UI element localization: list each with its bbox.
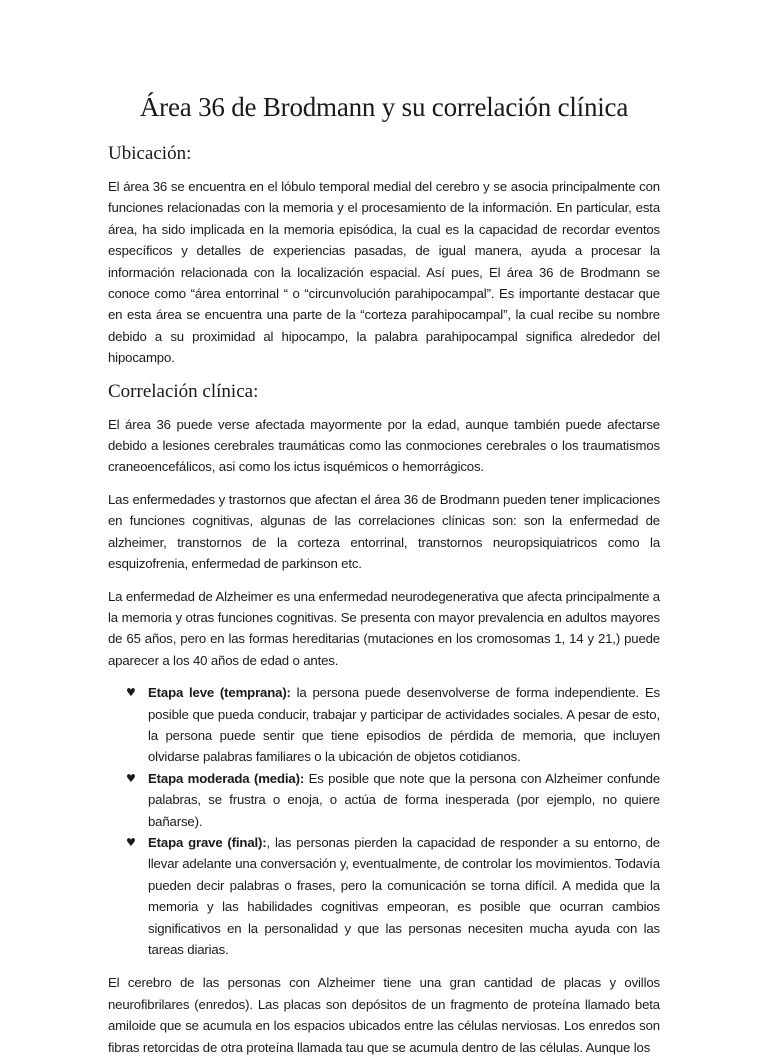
section-heading-correlacion: Correlación clínica:	[108, 380, 259, 402]
paragraph-alzheimer-intro: La enfermedad de Alzheimer es una enfermedad neurodegenerativa que afecta principalmente a la memoria y otras funciones cognitivas. Se presenta con mayor prevalencia en adultos mayores de 65 años, pero en las formas hereditarias (mutaciones en los cromosomas 1, 14 y 21,) puede aparecer a los 40 años de edad o antes.	[108, 588, 660, 668]
stage-name: Etapa leve (temprana):	[148, 685, 291, 701]
heart-bullet-icon: ♥	[126, 835, 136, 849]
paragraph-correlacion-1: El área 36 puede verse afectada mayormente por la edad, aunque también puede afectarse debido a lesiones cerebrales traumáticas como las conmociones cerebrales o los traumatismos craneoencefálicos, asi como los ictus isquémicos o hemorrágicos.	[108, 416, 660, 475]
stage-text: Es posible que note que la persona con Alzheimer confunde palabras, se frustra o enoja, o actúa de forma inesperada (por ejemplo, no quiere bañarse).	[148, 770, 661, 829]
document-title: Área 36 de Brodmann y su correlación clínica	[139, 92, 629, 122]
heart-bullet-icon: ♥	[126, 771, 136, 785]
list-item	[126, 832, 660, 960]
stage-name: Etapa grave (final):	[148, 834, 267, 850]
heart-bullet-icon: ♥	[126, 686, 136, 700]
stage-text: la persona puede desenvolverse de forma independiente. Es posible que pueda conducir, trabajar y participar de actividades sociales. A pesar de esto, la persona puede sentir que tiene episodios de pérdida de memoria, que incluyen olvidarse palabras familiares o la ubicación de objetos cotidianos.	[148, 685, 660, 765]
paragraph-ubicacion: El área 36 se encuentra en el lóbulo temporal medial del cerebro y se asocia principalmente con funciones relacionadas con la memoria y el procesamiento de la información. En particular, esta área, ha sido implicada en la memoria episódica, la cual es la capacidad de recordar eventos específicos y detalles de experiencias pasadas, de igual manera, ayuda a procesar la información relacionada con la localización espacial. Así pues, El área 36 de Brodmann se conoce como “área entorrinal “ o “circunvolución parahipocampal”. Es importante destacar que en esta área se encuentra una parte de la “corteza parahipocampal”, la cual recibe su nombre debido a su proximidad al hipocampo, la palabra parahipocampal significa alrededor del hipocampo.	[108, 179, 660, 366]
list-item	[126, 768, 661, 832]
paragraph-correlacion-2: Las enfermedades y trastornos que afectan el área 36 de Brodmann pueden tener implicaciones en funciones cognitivas, algunas de las correlaciones clínicas son: son la enfermedad de alzheimer, transtornos de la corteza entorrinal, transtornos neuropsiquiatricos como la esquizofrenia, enfermedad de parkinson etc.	[108, 491, 660, 572]
list-item	[126, 682, 660, 768]
paragraph-alzheimer-brain: El cerebro de las personas con Alzheimer tiene una gran cantidad de placas y ovillos neurofibrilares (enredos). Las placas son depósitos de un fragmento de proteína llamado beta amiloide que se acumula en los espacios ubicados entre las células nerviosas. Los enredos son fibras retorcidas de otra proteína llamada tau que se acumula dentro de las células. Aunque los	[108, 975, 660, 1055]
stage-text: , las personas pierden la capacidad de responder a su entorno, de llevar adelante una conversación y, eventualmente, de controlar los movimientos. Todavía pueden decir palabras o frases, pero la comunicación se torna difícil. A medida que la memoria y las habilidades cognitivas empeoran, es posible que ocurran cambios significativos en la personalidad y que las personas necesiten mucha ayuda con las tareas diarias.	[148, 834, 660, 957]
section-heading-ubicacion: Ubicación:	[108, 143, 192, 164]
stage-name: Etapa moderada (media):	[148, 770, 305, 786]
alzheimer-stages-list	[108, 682, 660, 960]
